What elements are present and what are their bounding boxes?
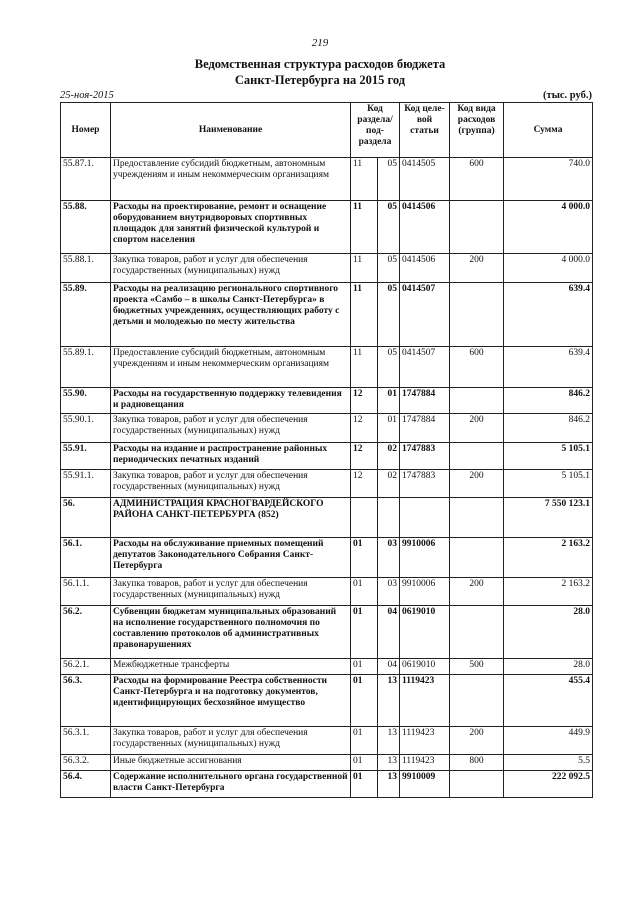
row-number: 56.4.: [61, 771, 111, 798]
row-target-code: [400, 498, 450, 538]
header-expense-kind: Код вида расходов (группа): [450, 103, 504, 158]
row-section-code: 12: [351, 470, 378, 498]
document-title: [0, 56, 640, 88]
row-number: 56.: [61, 498, 111, 538]
row-section-code: 11: [351, 254, 378, 283]
row-number: 55.88.1.: [61, 254, 111, 283]
row-target-code: 0414507: [400, 283, 450, 347]
row-section-code: 01: [351, 755, 378, 771]
row-target-code: 0414506: [400, 201, 450, 254]
row-expense-kind: 600: [450, 347, 504, 388]
row-subsection-code: [378, 498, 400, 538]
row-sum: 455.4: [504, 675, 593, 727]
row-target-code: 1747883: [400, 443, 450, 470]
table-row: [61, 443, 593, 470]
page-number: 219: [311, 37, 329, 49]
row-target-code: 1747884: [400, 388, 450, 414]
table-row: [61, 606, 593, 659]
row-sum: 2 163.2: [504, 578, 593, 606]
row-target-code: 1119423: [400, 755, 450, 771]
table-row: [61, 771, 593, 798]
row-sum: 740.0: [504, 158, 593, 201]
header-name: Наименование: [111, 103, 351, 158]
row-target-code: 0414507: [400, 347, 450, 388]
row-section-code: 01: [351, 675, 378, 727]
document-date: 25-ноя-2015: [60, 90, 114, 101]
row-number: 56.1.1.: [61, 578, 111, 606]
row-sum: 5 105.1: [504, 470, 593, 498]
header-target-code: Код целе- вой статьи: [400, 103, 450, 158]
row-subsection-code: 05: [378, 201, 400, 254]
table-row: [61, 538, 593, 578]
row-number: 56.2.1.: [61, 659, 111, 675]
table-row: [61, 659, 593, 675]
row-subsection-code: 02: [378, 470, 400, 498]
row-sum: 28.0: [504, 606, 593, 659]
row-subsection-code: 05: [378, 283, 400, 347]
table-row: [61, 727, 593, 755]
row-expense-kind: [450, 675, 504, 727]
row-subsection-code: 13: [378, 771, 400, 798]
row-section-code: 11: [351, 347, 378, 388]
row-sum: 4 000.0: [504, 254, 593, 283]
row-subsection-code: 05: [378, 254, 400, 283]
row-section-code: 11: [351, 158, 378, 201]
row-expense-kind: 500: [450, 659, 504, 675]
units-label: (тыс. руб.): [543, 90, 592, 101]
row-name: Закупка товаров, работ и услуг для обеспечения государственных (муниципальных) нужд: [111, 578, 351, 606]
row-expense-kind: 800: [450, 755, 504, 771]
row-sum: 5 105.1: [504, 443, 593, 470]
row-name: Закупка товаров, работ и услуг для обеспечения государственных (муниципальных) нужд: [111, 727, 351, 755]
row-expense-kind: 200: [450, 578, 504, 606]
row-subsection-code: 05: [378, 158, 400, 201]
row-number: 56.1.: [61, 538, 111, 578]
row-section-code: 12: [351, 388, 378, 414]
row-name: Закупка товаров, работ и услуг для обеспечения государственных (муниципальных) нужд: [111, 470, 351, 498]
row-subsection-code: 13: [378, 755, 400, 771]
row-section-code: 01: [351, 606, 378, 659]
row-name: Закупка товаров, работ и услуг для обеспечения государственных (муниципальных) нужд: [111, 254, 351, 283]
row-number: 55.91.: [61, 443, 111, 470]
row-expense-kind: 200: [450, 470, 504, 498]
title-line-2: Санкт-Петербурга на 2015 год: [234, 73, 406, 87]
row-sum: 28.0: [504, 659, 593, 675]
row-expense-kind: [450, 498, 504, 538]
row-section-code: 01: [351, 578, 378, 606]
table-row: [61, 675, 593, 727]
row-expense-kind: [450, 283, 504, 347]
row-sum: 4 000.0: [504, 201, 593, 254]
row-name: Расходы на реализацию регионального спортивного проекта «Самбо – в школы Санкт-Петербурга» в бюджетных учреждениях, осуществляющих работу с детьми и молодежью по месту жительства: [111, 283, 351, 347]
row-name: Расходы на государственную поддержку телевидения и радиовещания: [111, 388, 351, 414]
row-expense-kind: [450, 443, 504, 470]
row-name: Межбюджетные трансферты: [111, 659, 351, 675]
row-subsection-code: 05: [378, 347, 400, 388]
row-target-code: 0619010: [400, 606, 450, 659]
row-subsection-code: 13: [378, 727, 400, 755]
table-row: [61, 283, 593, 347]
row-number: 55.88.: [61, 201, 111, 254]
row-section-code: 12: [351, 443, 378, 470]
row-subsection-code: 02: [378, 443, 400, 470]
row-name: Предоставление субсидий бюджетным, автономным учреждениям и иным некоммерческим организациям: [111, 347, 351, 388]
row-subsection-code: 01: [378, 388, 400, 414]
table-row: [61, 414, 593, 443]
row-target-code: 0414506: [400, 254, 450, 283]
row-number: 56.3.2.: [61, 755, 111, 771]
row-section-code: 12: [351, 414, 378, 443]
row-number: 55.90.: [61, 388, 111, 414]
row-expense-kind: 200: [450, 254, 504, 283]
header-number: Номер: [61, 103, 111, 158]
row-number: 55.87.1.: [61, 158, 111, 201]
table-row: [61, 755, 593, 771]
row-section-code: 11: [351, 201, 378, 254]
row-number: 56.2.: [61, 606, 111, 659]
row-target-code: 1747884: [400, 414, 450, 443]
row-section-code: 01: [351, 771, 378, 798]
row-number: 55.91.1.: [61, 470, 111, 498]
row-expense-kind: 600: [450, 158, 504, 201]
table-row: [61, 388, 593, 414]
row-subsection-code: 03: [378, 578, 400, 606]
row-name: Закупка товаров, работ и услуг для обеспечения государственных (муниципальных) нужд: [111, 414, 351, 443]
row-subsection-code: 03: [378, 538, 400, 578]
row-number: 55.89.: [61, 283, 111, 347]
table-row: [61, 347, 593, 388]
row-expense-kind: [450, 201, 504, 254]
row-number: 55.89.1.: [61, 347, 111, 388]
row-name: Иные бюджетные ассигнования: [111, 755, 351, 771]
row-name: АДМИНИСТРАЦИЯ КРАСНОГВАРДЕЙСКОГО РАЙОНА САНКТ-ПЕТЕРБУРГА (852): [111, 498, 351, 538]
row-expense-kind: [450, 606, 504, 659]
title-line-1: Ведомственная структура расходов бюджета: [194, 57, 446, 71]
row-sum: 5.5: [504, 755, 593, 771]
table-row: [61, 201, 593, 254]
row-target-code: 0414505: [400, 158, 450, 201]
row-sum: 449.9: [504, 727, 593, 755]
row-expense-kind: [450, 771, 504, 798]
row-number: 56.3.: [61, 675, 111, 727]
row-subsection-code: 04: [378, 659, 400, 675]
row-expense-kind: 200: [450, 414, 504, 443]
row-sum: 846.2: [504, 388, 593, 414]
row-name: Расходы на проектирование, ремонт и оснащение оборудованием внутридворовых спортивных площадок для занятий физической культурой и спортом населения: [111, 201, 351, 254]
row-number: 55.90.1.: [61, 414, 111, 443]
table-row: [61, 254, 593, 283]
table-row: [61, 498, 593, 538]
row-sum: 222 092.5: [504, 771, 593, 798]
row-name: Расходы на издание и распространение районных периодических печатных изданий: [111, 443, 351, 470]
row-subsection-code: 01: [378, 414, 400, 443]
row-sum: 7 550 123.1: [504, 498, 593, 538]
row-target-code: 1747883: [400, 470, 450, 498]
row-name: Расходы на формирование Реестра собственности Санкт-Петербурга и на подготовку документов, идентифицирующих бесхозяйное имущество: [111, 675, 351, 727]
row-name: Содержание исполнительного органа государственной власти Санкт-Петербурга: [111, 771, 351, 798]
table-body: [61, 158, 593, 798]
row-section-code: 11: [351, 283, 378, 347]
header-section-code: Код раздела/ под- раздела: [351, 103, 400, 158]
row-name: Предоставление субсидий бюджетным, автономным учреждениям и иным некоммерческим организациям: [111, 158, 351, 201]
table-row: [61, 470, 593, 498]
header-sum: Сумма: [504, 103, 593, 158]
row-section-code: 01: [351, 659, 378, 675]
row-target-code: 1119423: [400, 727, 450, 755]
row-name: Субвенции бюджетам муниципальных образований на исполнение государственного полномочия по составлению протоколов об административных правонарушениях: [111, 606, 351, 659]
row-section-code: 01: [351, 538, 378, 578]
row-sum: 2 163.2: [504, 538, 593, 578]
header-row: [61, 103, 593, 158]
row-subsection-code: 04: [378, 606, 400, 659]
row-section-code: 01: [351, 727, 378, 755]
row-subsection-code: 13: [378, 675, 400, 727]
row-target-code: 9910006: [400, 538, 450, 578]
table-row: [61, 578, 593, 606]
row-section-code: [351, 498, 378, 538]
row-sum: 639.4: [504, 283, 593, 347]
row-sum: 639.4: [504, 347, 593, 388]
row-expense-kind: 200: [450, 727, 504, 755]
row-target-code: 1119423: [400, 675, 450, 727]
row-expense-kind: [450, 538, 504, 578]
budget-table: [60, 102, 593, 798]
row-sum: 846.2: [504, 414, 593, 443]
row-expense-kind: [450, 388, 504, 414]
row-number: 56.3.1.: [61, 727, 111, 755]
row-target-code: 0619010: [400, 659, 450, 675]
table-row: [61, 158, 593, 201]
row-target-code: 9910006: [400, 578, 450, 606]
row-name: Расходы на обслуживание приемных помещений депутатов Законодательного Собрания Санкт-Петербурга: [111, 538, 351, 578]
row-target-code: 9910009: [400, 771, 450, 798]
